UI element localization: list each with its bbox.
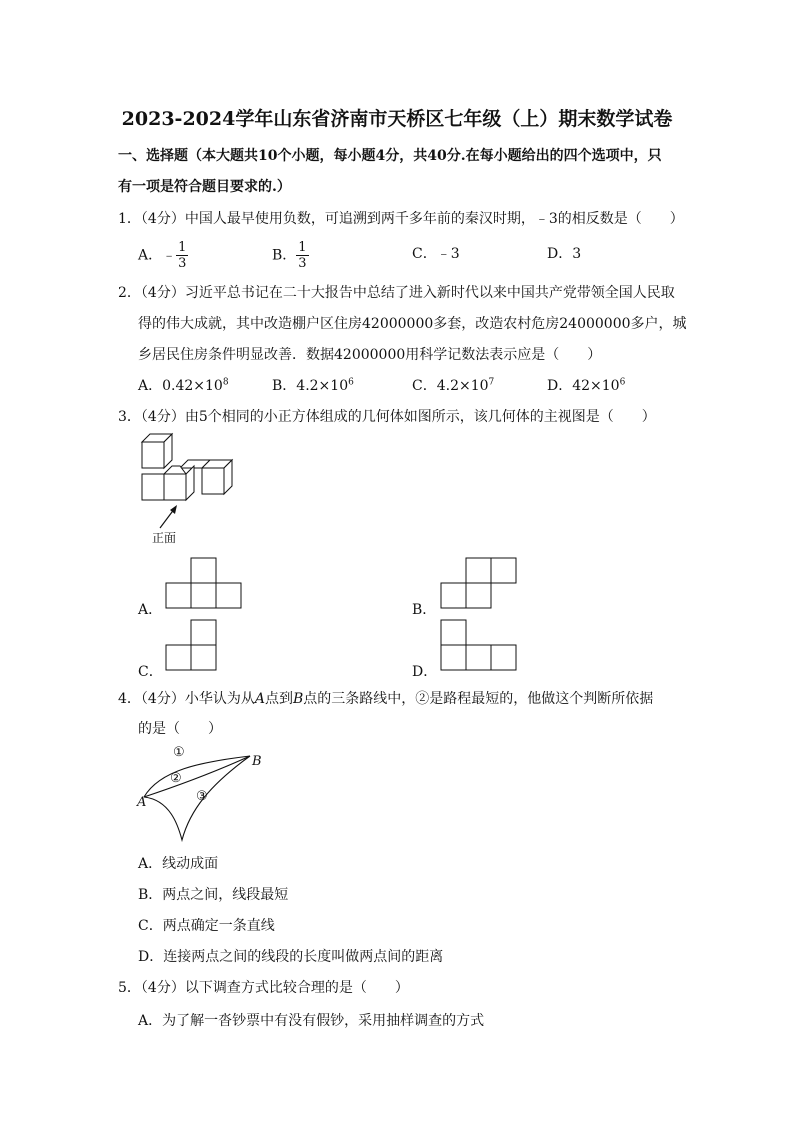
- cube-front-face: [142, 474, 164, 500]
- option-d-text: D．42×10: [547, 378, 620, 394]
- cube-solid-figure: [120, 430, 250, 530]
- question-4-option-c: C．两点确定一条直线: [138, 918, 275, 934]
- question-3-option-b-label: B．: [412, 602, 437, 618]
- question-4-line1: [118, 688, 653, 708]
- section-header-line2: 有一项是符合题目要求的.）: [118, 179, 291, 195]
- cube-side-face: [186, 466, 194, 500]
- question-5-option-a: A．为了解一沓钞票中有没有假钞，采用抽样调查的方式: [138, 1013, 485, 1029]
- numerator: 1: [178, 240, 187, 255]
- question-3-option-c-label: C．: [138, 664, 163, 680]
- option-a-text: A．0.42×10: [138, 378, 223, 394]
- path-2-label: ②: [170, 771, 182, 786]
- question-2-option-a: [138, 375, 229, 395]
- option-d-grid-figure: [441, 619, 518, 671]
- q4-text-pre: 4．（4分）小华认为从: [118, 691, 255, 707]
- question-1-option-a: [138, 240, 188, 271]
- question-2-option-c: [412, 375, 494, 395]
- question-2-line3: 乡居民住房条件明显改善．数据42000000用科学记数法表示应是（ ）: [138, 347, 602, 363]
- question-1-option-b: [272, 240, 309, 271]
- fraction-one-third: [176, 240, 188, 271]
- question-2-line2: 得的伟大成就，其中改造棚户区住房42000000多套，改造农村危房24000000多户，城: [138, 316, 687, 332]
- question-1-stem: 1．（4分）中国人最早使用负数，可追溯到两千多年前的秦汉时期，﹣3的相反数是（ ）: [118, 211, 684, 227]
- negative-sign: ﹣: [162, 247, 177, 264]
- denominator: 3: [298, 256, 307, 271]
- figure-point-b: B: [252, 754, 262, 769]
- question-3-stem: 3．（4分）由5个相同的小正方体组成的几何体如图所示，该几何体的主视图是（ ）: [118, 409, 656, 425]
- q4-text-mid: 点到: [264, 691, 293, 707]
- question-1-option-d: D．3: [547, 246, 582, 262]
- numerator: 1: [298, 240, 307, 255]
- option-c-text: C．4.2×10: [412, 378, 489, 394]
- option-b-label: B．: [272, 247, 297, 264]
- cube-front-face: [164, 474, 186, 500]
- front-label: 正面: [152, 531, 177, 545]
- path-1-label: ①: [173, 745, 185, 760]
- cube-front-face: [202, 468, 224, 494]
- fraction-one-third: [296, 240, 308, 271]
- denominator: 3: [178, 256, 187, 271]
- exponent: 6: [348, 377, 354, 388]
- question-3-option-a-label: A．: [138, 602, 163, 618]
- exponent: 6: [619, 377, 626, 388]
- exponent: 7: [488, 377, 495, 388]
- question-5-stem: 5．（4分）以下调查方式比较合理的是（ ）: [118, 980, 409, 996]
- point-b-label: B: [292, 691, 304, 707]
- path-3-label: ③: [196, 789, 208, 804]
- question-2-option-d: [547, 375, 625, 395]
- question-1-option-c: C．﹣3: [412, 246, 460, 262]
- option-c-grid-figure: [166, 619, 218, 671]
- question-4-option-a: A．线动成面: [138, 856, 219, 872]
- question-2-line1: 2．（4分）习近平总书记在二十大报告中总结了进入新时代以来中国共产党带领全国人民取: [118, 285, 675, 301]
- question-4-line2: 的是（ ）: [138, 721, 222, 737]
- question-2-option-b: [272, 375, 354, 395]
- question-4-option-d: D．连接两点之间的线段的长度叫做两点间的距离: [138, 949, 444, 965]
- figure-point-a: A: [137, 795, 147, 810]
- option-a-label: A．: [138, 247, 163, 264]
- q4-text-post: 点的三条路线中，②是路程最短的，他做这个判断所依据: [303, 691, 654, 707]
- option-b-text: B．4.2×10: [272, 378, 349, 394]
- question-4-option-b: B．两点之间，线段最短: [138, 887, 289, 903]
- exponent: 8: [222, 377, 229, 388]
- cube-front-face: [142, 442, 164, 468]
- option-a-grid-figure: [166, 557, 243, 609]
- question-3-option-d-label: D．: [412, 664, 438, 680]
- point-a-label: A: [254, 691, 265, 707]
- section-header-line1: 一、选择题（本大题共10个小题，每小题4分，共40分.在每小题给出的四个选项中，只: [118, 148, 662, 164]
- option-b-grid-figure: [441, 557, 518, 609]
- page-title: 2023-2024学年山东省济南市天桥区七年级（上）期末数学试卷: [121, 108, 673, 130]
